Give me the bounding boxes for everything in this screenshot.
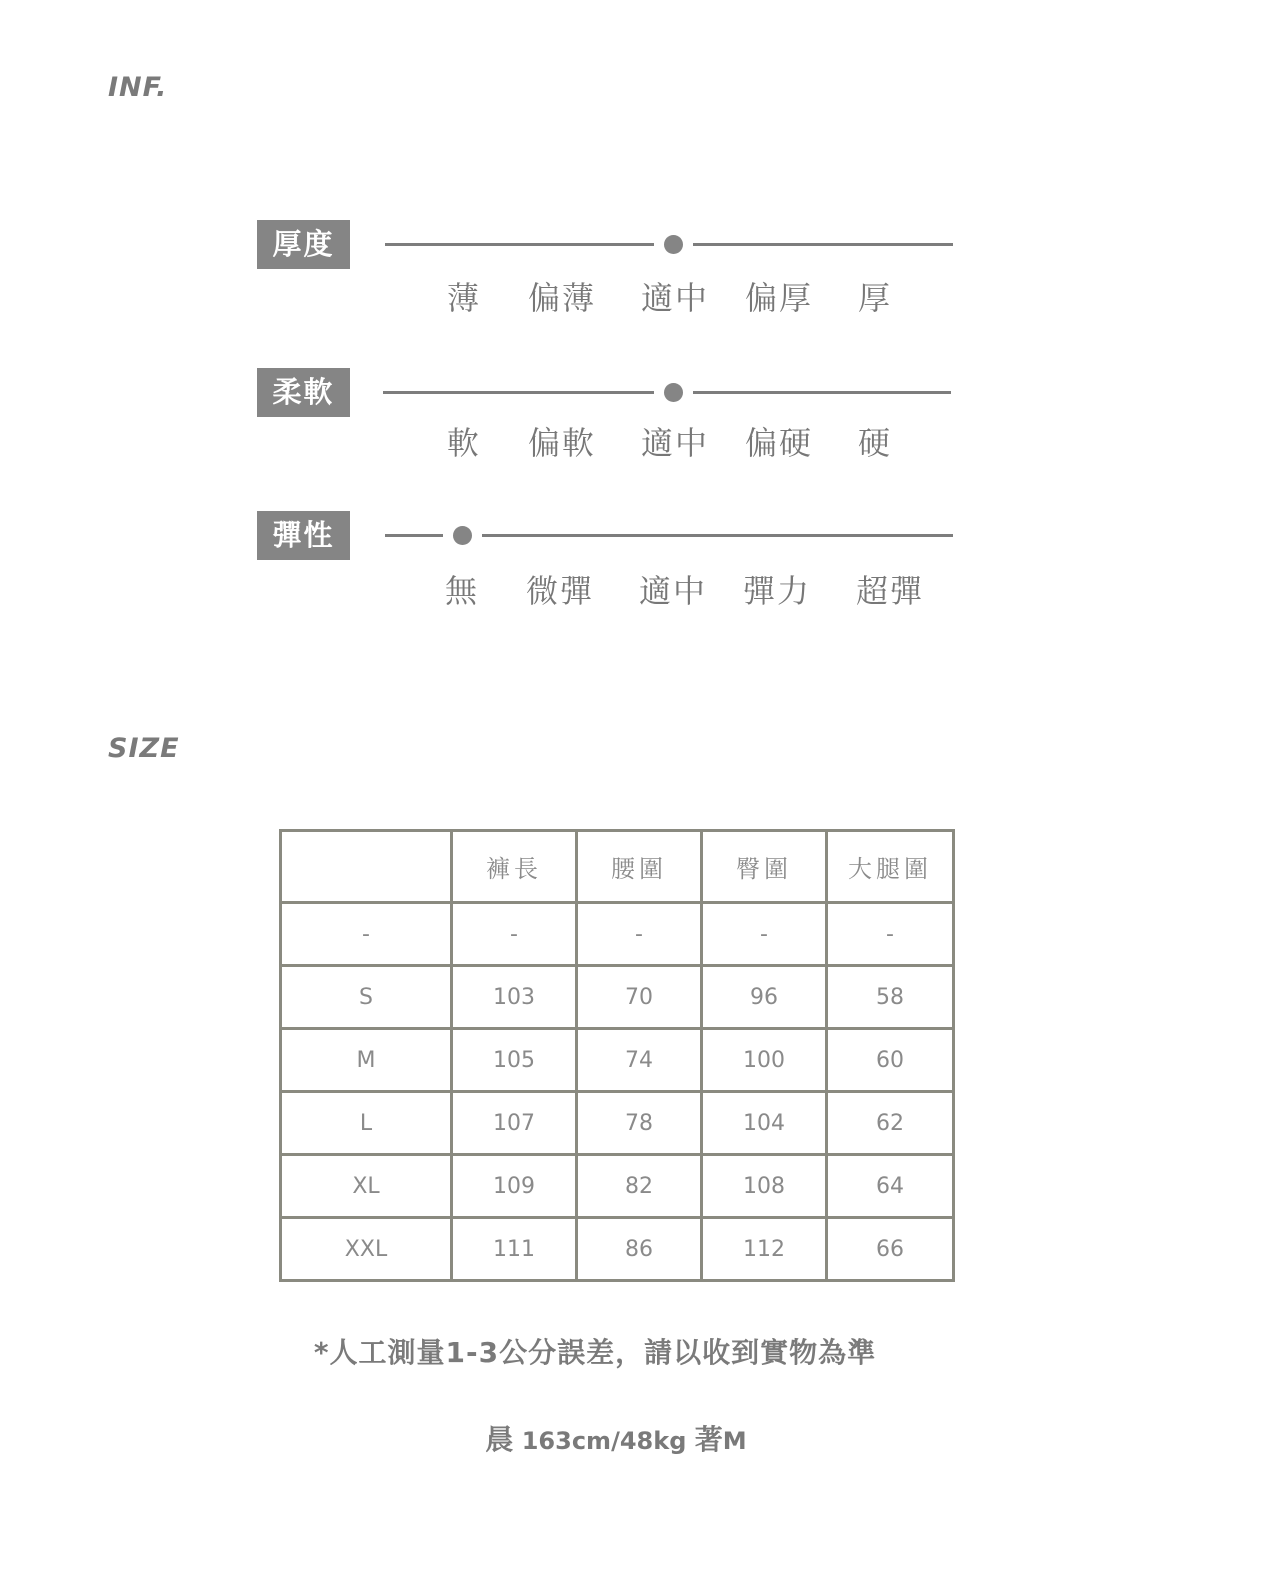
model-name: 晨 bbox=[485, 1423, 514, 1456]
attribute-softness bbox=[257, 368, 957, 478]
scale-option: 軟 bbox=[447, 424, 482, 462]
model-wearing-size: M bbox=[722, 1427, 747, 1455]
table-cell: 58 bbox=[827, 966, 954, 1029]
table-cell: 70 bbox=[577, 966, 702, 1029]
scale-indicator-dot bbox=[664, 235, 683, 254]
table-cell: 82 bbox=[577, 1155, 702, 1218]
scale-option: 彈力 bbox=[743, 572, 812, 610]
scale-option: 超彈 bbox=[856, 572, 925, 610]
table-cell: - bbox=[577, 903, 702, 966]
inf-heading: INF. bbox=[108, 72, 168, 103]
scale-indicator-dot bbox=[453, 526, 472, 545]
table-cell: 60 bbox=[827, 1029, 954, 1092]
table-cell: 74 bbox=[577, 1029, 702, 1092]
header-cell-size bbox=[281, 831, 452, 903]
table-cell: 108 bbox=[702, 1155, 827, 1218]
header-cell-waist: 腰圍 bbox=[577, 831, 702, 903]
scale-option: 無 bbox=[445, 572, 480, 610]
table-cell: 111 bbox=[452, 1218, 577, 1281]
table-row bbox=[281, 1029, 954, 1092]
table-cell: 62 bbox=[827, 1092, 954, 1155]
scale-line-left bbox=[385, 534, 443, 537]
table-cell: - bbox=[827, 903, 954, 966]
table-cell: - bbox=[452, 903, 577, 966]
header-cell-length: 褲長 bbox=[452, 831, 577, 903]
table-cell: 104 bbox=[702, 1092, 827, 1155]
table-row bbox=[281, 1218, 954, 1281]
scale-option: 微彈 bbox=[526, 572, 595, 610]
table-header-row bbox=[281, 831, 954, 903]
table-cell: 105 bbox=[452, 1029, 577, 1092]
size-heading: SIZE bbox=[108, 733, 180, 764]
table-row bbox=[281, 1092, 954, 1155]
table-row bbox=[281, 1155, 954, 1218]
scale-line-right bbox=[693, 391, 951, 394]
header-cell-thigh: 大腿圍 bbox=[827, 831, 954, 903]
measurement-note: *人工測量1-3公分誤差，請以收到實物為準 bbox=[313, 1336, 877, 1369]
scale-option: 偏軟 bbox=[528, 424, 597, 462]
attribute-elasticity bbox=[257, 511, 957, 621]
table-cell: 107 bbox=[452, 1092, 577, 1155]
scale-option: 適中 bbox=[641, 424, 710, 462]
table-row bbox=[281, 903, 954, 966]
scale-option: 薄 bbox=[447, 279, 482, 317]
attribute-label: 厚度 bbox=[257, 220, 350, 269]
table-cell: XXL bbox=[281, 1218, 452, 1281]
scale-option: 偏硬 bbox=[745, 424, 814, 462]
scale-option: 偏薄 bbox=[528, 279, 597, 317]
table-cell: XL bbox=[281, 1155, 452, 1218]
scale-option: 偏厚 bbox=[745, 279, 814, 317]
scale-option: 適中 bbox=[639, 572, 708, 610]
table-cell: S bbox=[281, 966, 452, 1029]
table-cell: 86 bbox=[577, 1218, 702, 1281]
scale-line-left bbox=[383, 391, 654, 394]
table-cell: - bbox=[281, 903, 452, 966]
attribute-thickness bbox=[257, 220, 957, 330]
table-cell: 66 bbox=[827, 1218, 954, 1281]
table-cell: 96 bbox=[702, 966, 827, 1029]
table-cell: 103 bbox=[452, 966, 577, 1029]
table-cell: L bbox=[281, 1092, 452, 1155]
scale-option: 硬 bbox=[858, 424, 893, 462]
model-wearing-prefix: 著 bbox=[694, 1423, 723, 1456]
model-stats: 163cm/48kg bbox=[521, 1427, 687, 1455]
scale-line-left bbox=[385, 243, 654, 246]
table-cell: 78 bbox=[577, 1092, 702, 1155]
scale-line-right bbox=[693, 243, 953, 246]
size-table bbox=[279, 829, 955, 1282]
table-cell: M bbox=[281, 1029, 452, 1092]
scale-indicator-dot bbox=[664, 383, 683, 402]
scale-option: 厚 bbox=[858, 279, 893, 317]
table-row bbox=[281, 966, 954, 1029]
table-cell: 109 bbox=[452, 1155, 577, 1218]
attribute-label: 柔軟 bbox=[257, 368, 350, 417]
scale-line-right bbox=[482, 534, 953, 537]
header-cell-hip: 臀圍 bbox=[702, 831, 827, 903]
model-info bbox=[0, 1418, 1232, 1458]
attribute-label: 彈性 bbox=[257, 511, 350, 560]
table-cell: 64 bbox=[827, 1155, 954, 1218]
scale-option: 適中 bbox=[641, 279, 710, 317]
table-cell: - bbox=[702, 903, 827, 966]
table-cell: 100 bbox=[702, 1029, 827, 1092]
table-cell: 112 bbox=[702, 1218, 827, 1281]
